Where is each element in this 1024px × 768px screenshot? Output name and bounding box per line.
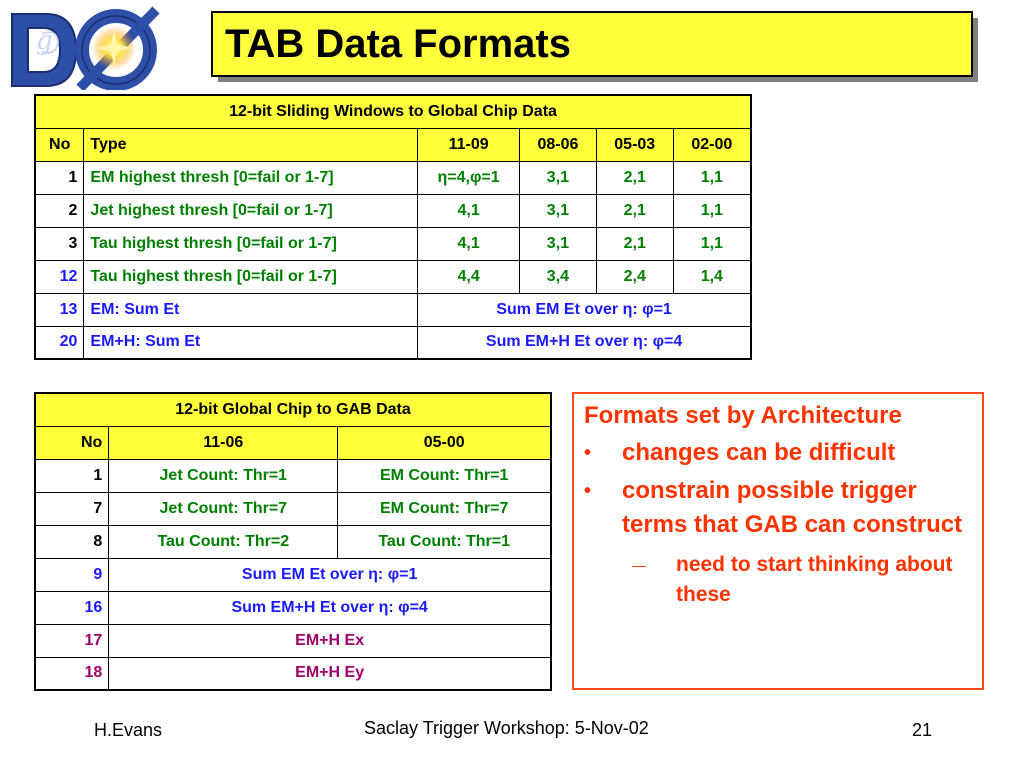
- table-row: [35, 194, 751, 227]
- bullet-marker: •: [584, 480, 592, 502]
- row-number: 18: [35, 657, 109, 690]
- row-number: 17: [35, 624, 109, 657]
- column-header: No: [35, 426, 109, 459]
- footer-author: H.Evans: [94, 720, 163, 740]
- do-logo: [6, 4, 166, 90]
- table-row: [35, 293, 751, 326]
- row-cell: 1,4: [673, 260, 751, 293]
- title-box: [211, 11, 973, 77]
- bullet-text: changes can be difficult: [622, 439, 896, 466]
- column-header: 08-06: [520, 128, 597, 161]
- row-number: 16: [35, 591, 109, 624]
- row-type: EM highest thresh [0=fail or 1-7]: [84, 161, 418, 194]
- table-row: [35, 657, 551, 690]
- callout-bullet: [584, 436, 972, 470]
- bullet-marker: •: [584, 442, 592, 464]
- row-cell: Jet Count: Thr=1: [109, 459, 338, 492]
- row-cell: 1,1: [673, 194, 751, 227]
- row-cell: Tau Count: Thr=2: [109, 525, 338, 558]
- sub-bullet-text: need to start thinking about these: [676, 553, 953, 606]
- row-number: 1: [35, 459, 109, 492]
- row-number: 2: [35, 194, 84, 227]
- column-header: 11-06: [109, 426, 338, 459]
- row-type: EM: Sum Et: [84, 293, 418, 326]
- row-cell: η=4,φ=1: [418, 161, 520, 194]
- row-number: 7: [35, 492, 109, 525]
- row-number: 13: [35, 293, 84, 326]
- row-cell: 2,4: [596, 260, 673, 293]
- column-header: Type: [84, 128, 418, 161]
- table-caption: 12-bit Sliding Windows to Global Chip Data: [35, 95, 751, 128]
- table-row: [35, 624, 551, 657]
- column-header: No: [35, 128, 84, 161]
- table-caption-row: [35, 95, 751, 128]
- bullet-text: constrain possible trigger terms that GAB can construct: [622, 477, 963, 538]
- row-span-cell: Sum EM+H Et over η: φ=4: [418, 326, 751, 359]
- row-span-cell: Sum EM Et over η: φ=1: [418, 293, 751, 326]
- logo-glyph: g: [36, 26, 53, 56]
- row-number: 1: [35, 161, 84, 194]
- footer-event: Saclay Trigger Workshop: 5-Nov-02: [364, 718, 649, 738]
- callout-heading: Formats set by Architecture: [584, 402, 902, 429]
- row-type: Jet highest thresh [0=fail or 1-7]: [84, 194, 418, 227]
- global-chip-table: [34, 392, 552, 691]
- row-number: 3: [35, 227, 84, 260]
- row-number: 12: [35, 260, 84, 293]
- row-type: Tau highest thresh [0=fail or 1-7]: [84, 227, 418, 260]
- notes-callout: [572, 392, 984, 690]
- table-header-row: [35, 128, 751, 161]
- table-caption: 12-bit Global Chip to GAB Data: [35, 393, 551, 426]
- table-row: [35, 326, 751, 359]
- row-cell: Jet Count: Thr=7: [109, 492, 338, 525]
- row-type: Tau highest thresh [0=fail or 1-7]: [84, 260, 418, 293]
- row-cell: 3,4: [520, 260, 597, 293]
- row-cell: EM Count: Thr=1: [338, 459, 551, 492]
- row-number: 9: [35, 558, 109, 591]
- row-cell: 2,1: [596, 227, 673, 260]
- row-cell: 1,1: [673, 227, 751, 260]
- table-row: [35, 459, 551, 492]
- column-header: 11-09: [418, 128, 520, 161]
- row-cell: 4,1: [418, 227, 520, 260]
- table-header-row: [35, 426, 551, 459]
- table-caption-row: [35, 393, 551, 426]
- table-row: [35, 227, 751, 260]
- do-logo-graphic: [6, 4, 166, 90]
- page-title: TAB Data Formats: [225, 21, 571, 66]
- row-number: 20: [35, 326, 84, 359]
- row-cell: 1,1: [673, 161, 751, 194]
- row-cell: 3,1: [520, 227, 597, 260]
- callout-bullet: [584, 474, 972, 542]
- row-cell: 3,1: [520, 194, 597, 227]
- row-span-cell: Sum EM Et over η: φ=1: [109, 558, 551, 591]
- page-number: 21: [912, 720, 933, 740]
- row-cell: EM Count: Thr=7: [338, 492, 551, 525]
- row-cell: 2,1: [596, 194, 673, 227]
- row-span-cell: Sum EM+H Et over η: φ=4: [109, 591, 551, 624]
- row-cell: Tau Count: Thr=1: [338, 525, 551, 558]
- column-header: 05-03: [596, 128, 673, 161]
- row-cell: 2,1: [596, 161, 673, 194]
- table-row: [35, 591, 551, 624]
- row-span-cell: EM+H Ey: [109, 657, 551, 690]
- row-type: EM+H: Sum Et: [84, 326, 418, 359]
- column-header: 02-00: [673, 128, 751, 161]
- row-cell: 3,1: [520, 161, 597, 194]
- sub-bullet-marker: —: [632, 557, 646, 573]
- row-number: 8: [35, 525, 109, 558]
- table-row: [35, 161, 751, 194]
- sliding-windows-table: [34, 94, 752, 360]
- row-cell: 4,4: [418, 260, 520, 293]
- row-span-cell: EM+H Ex: [109, 624, 551, 657]
- row-cell: 4,1: [418, 194, 520, 227]
- callout-sub-bullet: [632, 550, 972, 610]
- table-row: [35, 558, 551, 591]
- table-row: [35, 525, 551, 558]
- table-row: [35, 260, 751, 293]
- table-row: [35, 492, 551, 525]
- column-header: 05-00: [338, 426, 551, 459]
